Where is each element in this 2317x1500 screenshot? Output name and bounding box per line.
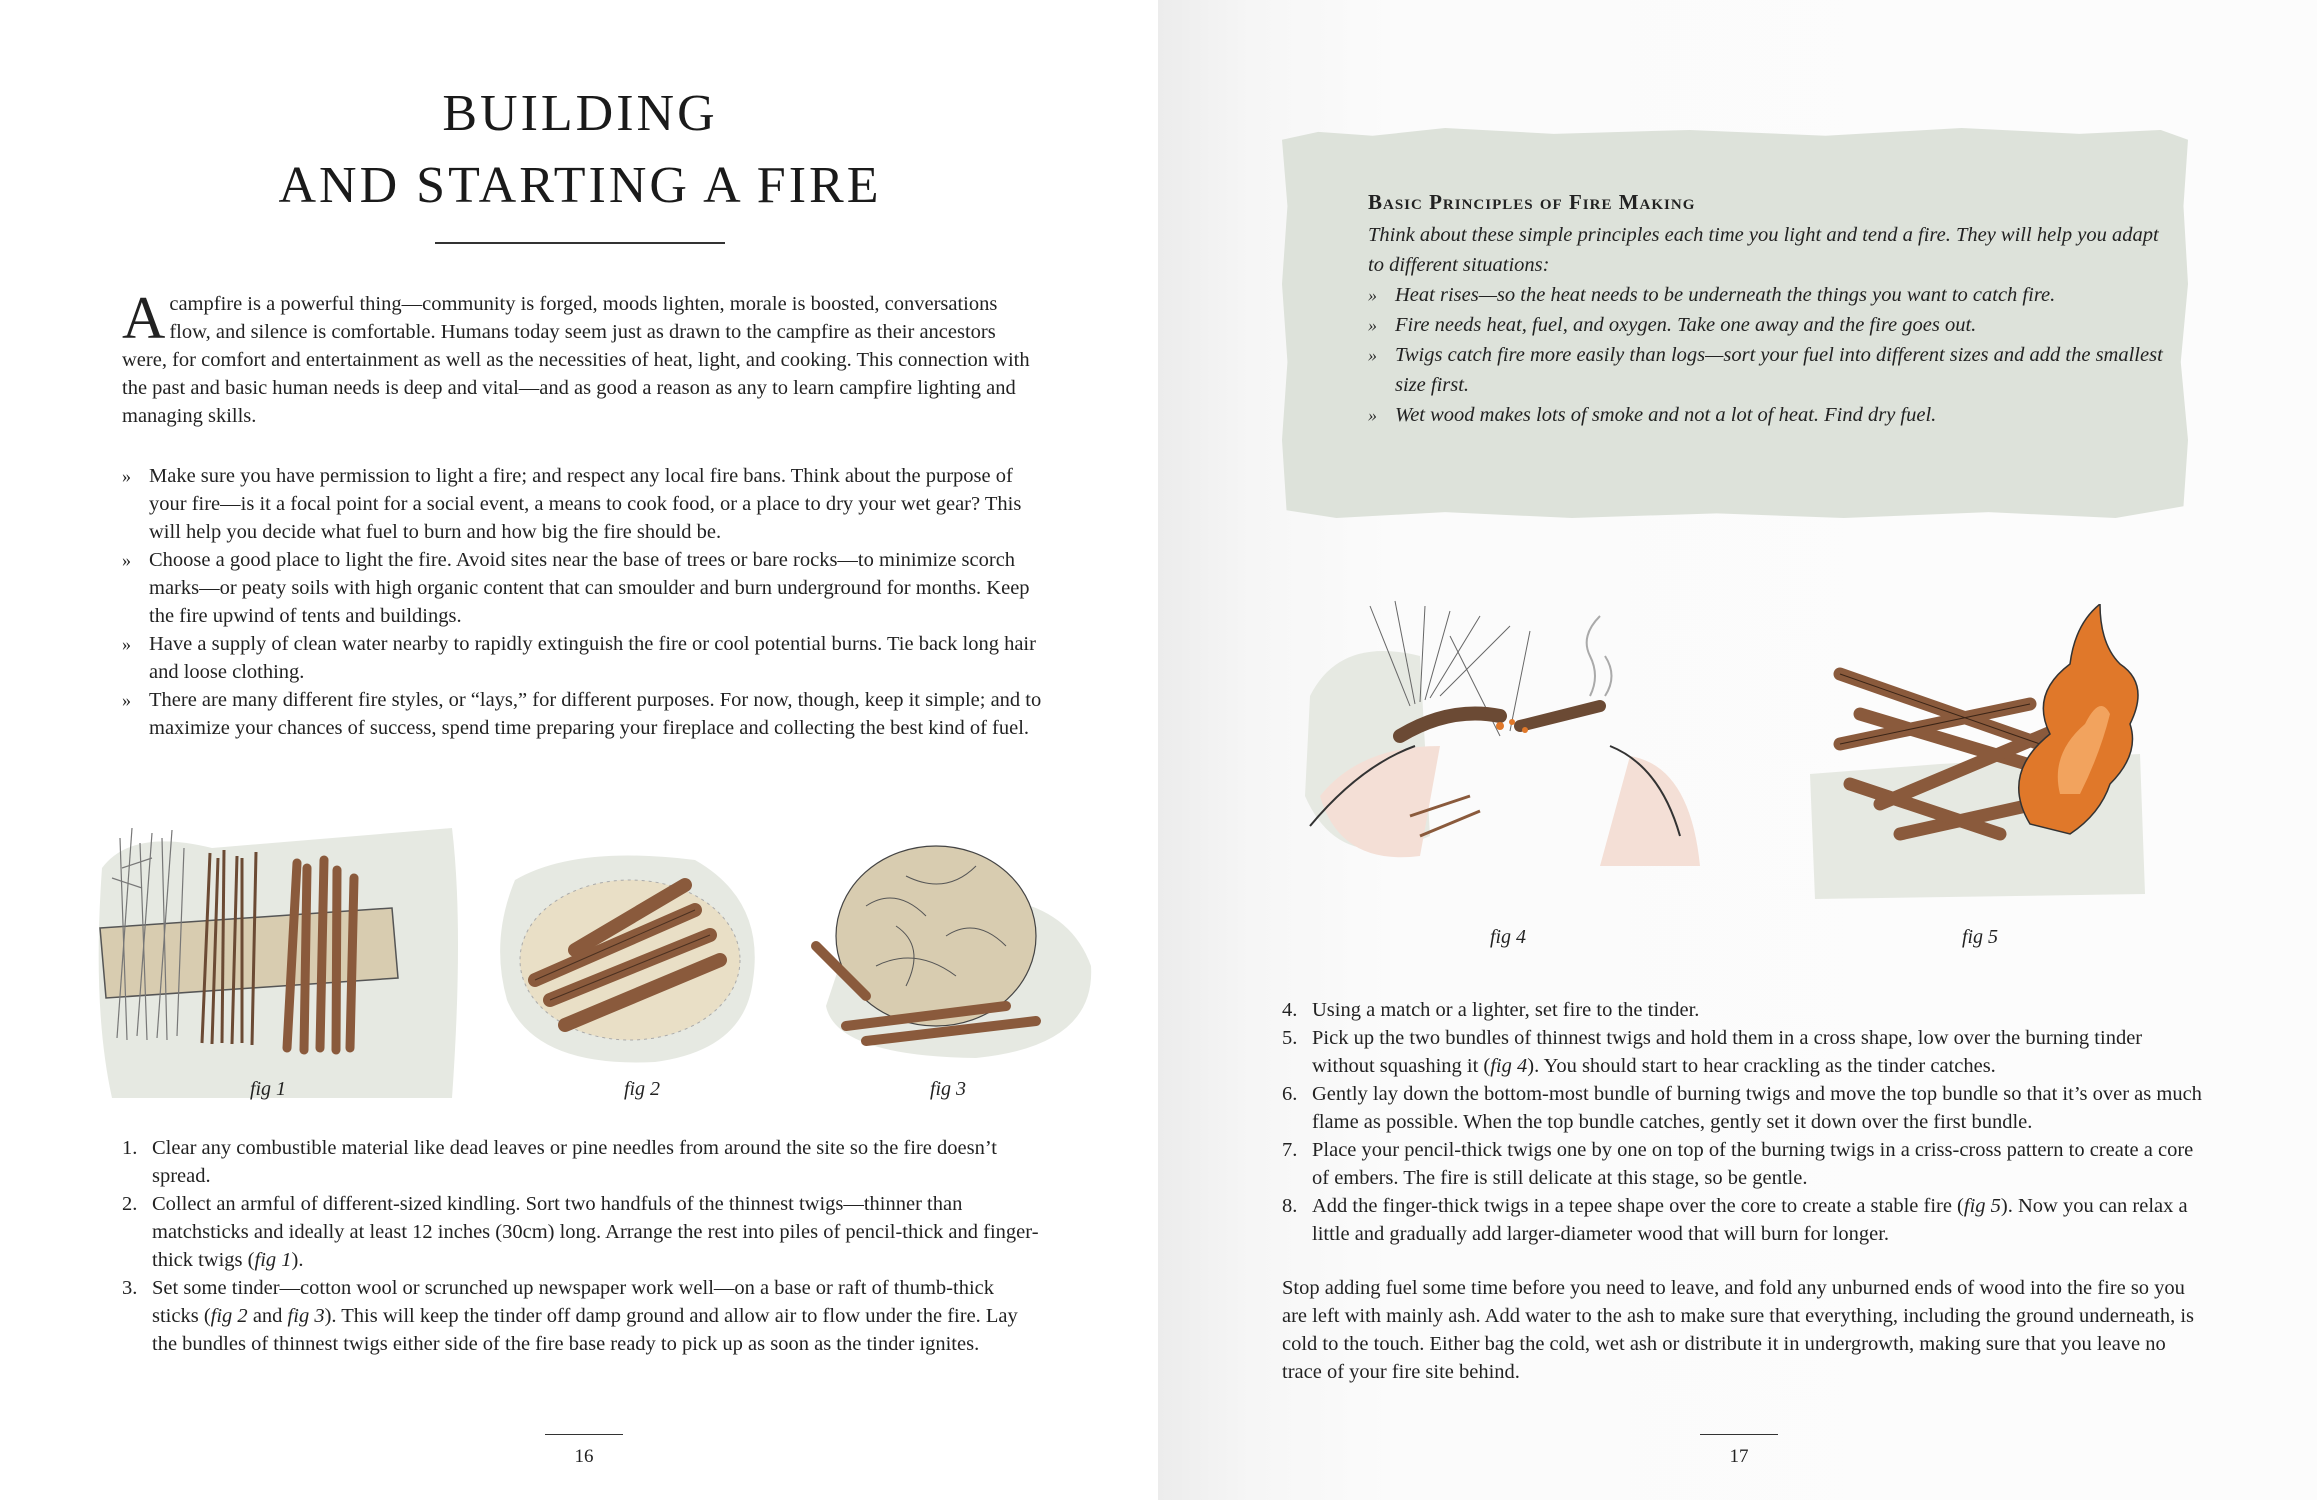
step-item bbox=[122, 1134, 1042, 1190]
page-number-rule bbox=[545, 1434, 623, 1435]
step-item bbox=[1282, 1024, 2202, 1080]
page-title bbox=[200, 78, 960, 222]
principle-item: » Heat rises—so the heat needs to be underneath the things you want to catch fire. bbox=[1368, 280, 2168, 310]
step-text-end: ). bbox=[291, 1249, 304, 1271]
step-item bbox=[1282, 996, 2202, 1024]
fig-4-caption: fig 4 bbox=[1489, 926, 1527, 948]
step-text: Using a match or a lighter, set fire to the tinder. bbox=[1312, 999, 1700, 1021]
step-text-end: ). Now you can relax a little and gradually add larger-diameter wood that will burn for longer. bbox=[1312, 1195, 2188, 1245]
title-line-2: AND STARTING A FIRE bbox=[278, 157, 882, 214]
step-number: 2. bbox=[122, 1193, 138, 1215]
step-number: 6. bbox=[1282, 1083, 1298, 1105]
step-text: Pick up the two bundles of thinnest twigs and hold them in a cross shape, low over the burning tinder without squashing it ( bbox=[1312, 1027, 2143, 1077]
step-number: 5. bbox=[1282, 1027, 1298, 1049]
step-text: Gently lay down the bottom-most bundle of burning twigs and move the top bundle so that it’s over as much flame as possible. When the top bundle catches, gently set it down over the first bundle. bbox=[1312, 1083, 2202, 1133]
step-text-end: ). This will keep the tinder off damp ground and allow air to flow under the fire. Lay the bundles of thinnest twigs either side of the fire base ready to pick up as soon as the tinder ignites. bbox=[152, 1305, 1018, 1355]
principles-list bbox=[1368, 280, 2168, 430]
steps-list-right bbox=[1282, 996, 2202, 1248]
page-number-right: 17 bbox=[1729, 1446, 1749, 1467]
closing-paragraph: Stop adding fuel some time before you need to leave, and fold any unburned ends of wood into the fire so you are left with mainly ash. Add water to the ash to make sure that everything, including the ground underneath, is cold to the touch. Either bag the cold, wet ash or distribute it in undergrowth, making sure that you leave no trace of your fire site behind. bbox=[1282, 1277, 2195, 1383]
step-text-end: ). You should start to hear crackling as the tinder catches. bbox=[1527, 1055, 1996, 1077]
fig-reference: fig 2 bbox=[210, 1305, 248, 1327]
step-item bbox=[122, 1274, 1042, 1358]
step-text-mid: and bbox=[247, 1305, 288, 1327]
step-item bbox=[1282, 1080, 2202, 1136]
page-number-left: 16 bbox=[574, 1446, 594, 1467]
principle-item: » Wet wood makes lots of smoke and not a lot of heat. Find dry fuel. bbox=[1368, 400, 2168, 430]
step-item bbox=[122, 1190, 1042, 1274]
safety-bullet-list bbox=[122, 462, 1042, 742]
principle-item: » Twigs catch fire more easily than logs—sort your fuel into different sizes and add the smallest size first. bbox=[1368, 340, 2168, 400]
step-number: 4. bbox=[1282, 999, 1298, 1021]
step-number: 1. bbox=[122, 1137, 138, 1159]
step-text: Collect an armful of different-sized kindling. Sort two handfuls of the thinnest twigs—thinner than matchsticks and ideally at least 12 inches (30cm) long. Arrange the rest into piles of pencil-thick and finger-thick twigs ( bbox=[152, 1193, 1039, 1271]
drop-cap: A bbox=[122, 285, 166, 351]
principle-item: » Fire needs heat, fuel, and oxygen. Take one away and the fire goes out. bbox=[1368, 310, 2168, 340]
bullet-item: » Make sure you have permission to light a fire; and respect any local fire bans. Think about the purpose of your fire—is it a focal point for a social event, a means to cook food, or a place to dry your wet gear? This will help you decide what fuel to burn and how big the fire should be. bbox=[122, 462, 1042, 546]
bullet-item: » Have a supply of clean water nearby to rapidly extinguish the fire or cool potential burns. Tie back long hair and loose clothing. bbox=[122, 630, 1042, 686]
fig-1-caption: fig 1 bbox=[249, 1078, 287, 1100]
fig-reference: fig 3 bbox=[287, 1305, 325, 1327]
fig-reference: fig 1 bbox=[254, 1249, 292, 1271]
fig-reference: fig 4 bbox=[1490, 1055, 1528, 1077]
fig-5-fire-illustration bbox=[1800, 604, 2160, 904]
step-item bbox=[1282, 1136, 2202, 1192]
intro-paragraph bbox=[122, 285, 1042, 430]
fig-4-hands-illustration bbox=[1300, 596, 1720, 896]
principles-intro: Think about these simple principles each time you light and tend a fire. They will help you adapt to different situations: bbox=[1368, 224, 2159, 276]
bullet-item: » There are many different fire styles, or “lays,” for different purposes. For now, though, keep it simple; and to maximize your chances of success, spend time preparing your fireplace and collecting the best kind of fuel. bbox=[122, 686, 1042, 742]
page-number-rule bbox=[1700, 1434, 1778, 1435]
bullet-item: » Choose a good place to light the fire. Avoid sites near the base of trees or bare rocks—to minimize scorch marks—or peaty soils with high organic content that can smoulder and burn underground for months. Keep the fire upwind of tents and buildings. bbox=[122, 546, 1042, 630]
fig-5-caption: fig 5 bbox=[1961, 926, 1999, 948]
step-text: Place your pencil-thick twigs one by one on top of the burning twigs in a criss-cross pattern to create a core of embers. The fire is still delicate at this stage, so be gentle. bbox=[1312, 1139, 2194, 1189]
step-number: 3. bbox=[122, 1277, 138, 1299]
fig-2-raft-illustration bbox=[495, 840, 765, 1070]
fig-2-caption: fig 2 bbox=[623, 1078, 661, 1100]
step-text: Add the finger-thick twigs in a tepee shape over the core to create a stable fire ( bbox=[1312, 1195, 1964, 1217]
step-number: 8. bbox=[1282, 1195, 1298, 1217]
fig-3-tinder-illustration bbox=[806, 796, 1096, 1066]
intro-text: campfire is a powerful thing—community is forged, moods lighten, morale is boosted, conversations flow, and silence is comfortable. Humans today seem just as drawn to the campfire as their ancestors were, for comfort and entertainment as well as the necessities of heat, light, and cooking. This connection with the past and basic human needs is deep and vital—and as good a reason as any to learn campfire lighting and managing skills. bbox=[122, 293, 1030, 427]
fig-reference: fig 5 bbox=[1963, 1195, 2001, 1217]
step-item bbox=[1282, 1192, 2202, 1248]
step-text: Clear any combustible material like dead leaves or pine needles from around the site so the fire doesn’t spread. bbox=[152, 1137, 997, 1187]
fig-3-caption: fig 3 bbox=[929, 1078, 967, 1100]
steps-list-left bbox=[122, 1134, 1042, 1358]
step-text: Set some tinder—cotton wool or scrunched up newspaper work well—on a base or raft of thumb-thick sticks ( bbox=[152, 1277, 994, 1327]
title-line-1: BUILDING bbox=[442, 85, 718, 142]
step-number: 7. bbox=[1282, 1139, 1298, 1161]
title-divider bbox=[435, 242, 725, 244]
fig-1-kindling-illustration bbox=[92, 808, 464, 1108]
principles-heading: Basic Principles of Fire Making bbox=[1368, 190, 1696, 214]
